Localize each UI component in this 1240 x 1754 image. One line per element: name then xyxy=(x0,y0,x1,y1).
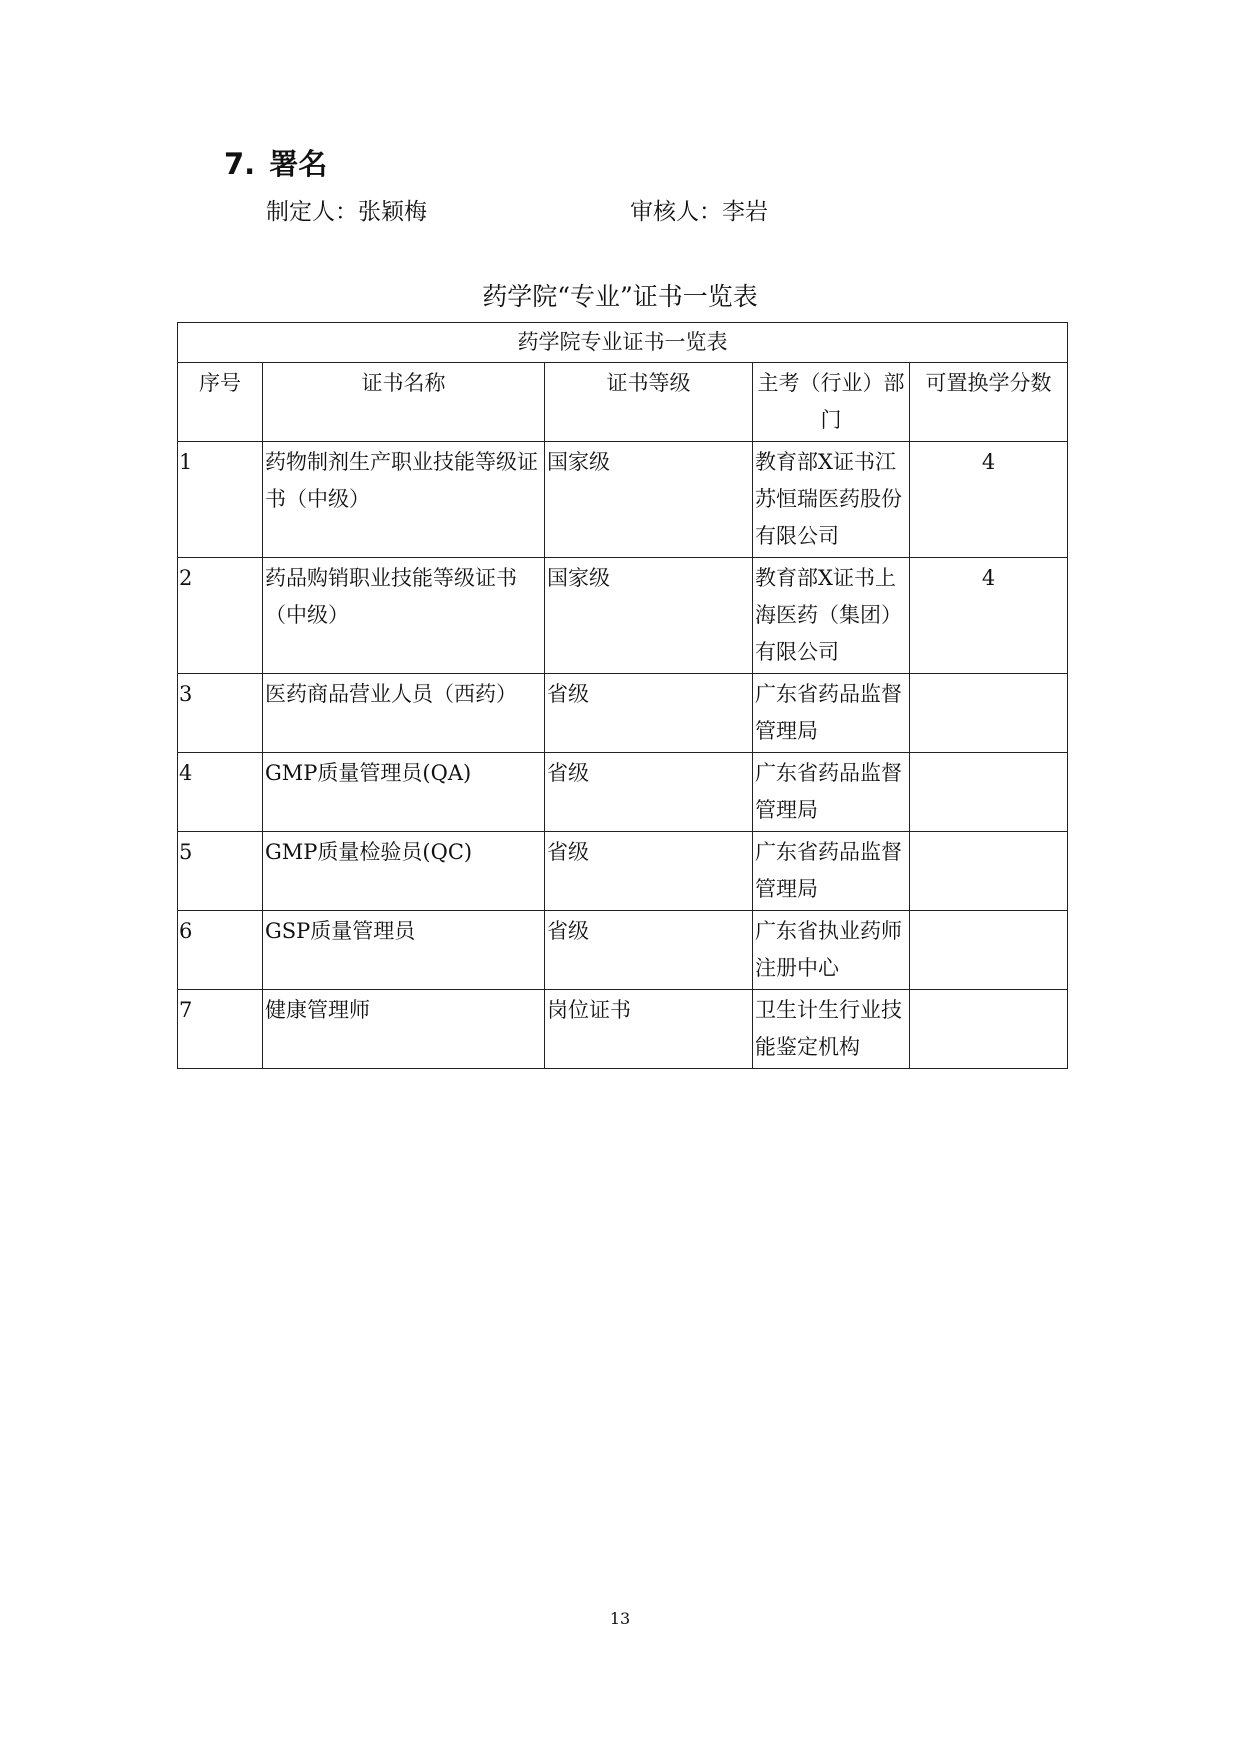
row-number: 3 xyxy=(178,674,263,753)
cert-credits: 4 xyxy=(910,442,1068,558)
cert-department: 教育部X证书江苏恒瑞医药股份有限公司 xyxy=(753,442,910,558)
section-title: 署名 xyxy=(269,147,328,181)
cert-name: GSP质量管理员 xyxy=(263,911,545,990)
cert-name: 药物制剂生产职业技能等级证书（中级） xyxy=(263,442,545,558)
cert-credits xyxy=(910,832,1068,911)
certificate-table xyxy=(177,322,1068,1069)
cert-level: 岗位证书 xyxy=(545,990,753,1069)
section-heading xyxy=(224,144,327,184)
table-row xyxy=(178,558,1068,674)
cert-level: 国家级 xyxy=(545,442,753,558)
page-number: 13 xyxy=(609,1609,631,1628)
cert-name: 药品购销职业技能等级证书（中级） xyxy=(263,558,545,674)
cert-level: 省级 xyxy=(545,753,753,832)
table-row xyxy=(178,674,1068,753)
table-row xyxy=(178,911,1068,990)
section-number: 7. xyxy=(224,147,256,181)
cert-credits xyxy=(910,911,1068,990)
reviewer-signature: 审核人：李岩 xyxy=(630,199,768,225)
table-row xyxy=(178,442,1068,558)
table-header-row xyxy=(178,363,1068,442)
cert-level: 省级 xyxy=(545,911,753,990)
document-title: 药学院“专业”证书一览表 xyxy=(482,282,758,311)
cert-department: 广东省执业药师注册中心 xyxy=(753,911,910,990)
table-row xyxy=(178,832,1068,911)
header-credits: 可置换学分数 xyxy=(910,363,1068,442)
cert-credits xyxy=(910,990,1068,1069)
header-department: 主考（行业）部门 xyxy=(753,363,910,442)
row-number: 1 xyxy=(178,442,263,558)
cert-credits: 4 xyxy=(910,558,1068,674)
header-cert-level: 证书等级 xyxy=(545,363,753,442)
table-row xyxy=(178,990,1068,1069)
row-number: 7 xyxy=(178,990,263,1069)
row-number: 5 xyxy=(178,832,263,911)
table-row xyxy=(178,753,1068,832)
cert-name: 医药商品营业人员（西药） xyxy=(263,674,545,753)
cert-department: 教育部X证书上海医药（集团）有限公司 xyxy=(753,558,910,674)
row-number: 2 xyxy=(178,558,263,674)
cert-level: 国家级 xyxy=(545,558,753,674)
cert-level: 省级 xyxy=(545,832,753,911)
header-number: 序号 xyxy=(178,363,263,442)
cert-department: 广东省药品监督管理局 xyxy=(753,674,910,753)
row-number: 6 xyxy=(178,911,263,990)
cert-name: 健康管理师 xyxy=(263,990,545,1069)
row-number: 4 xyxy=(178,753,263,832)
cert-department: 卫生计生行业技能鉴定机构 xyxy=(753,990,910,1069)
cert-department: 广东省药品监督管理局 xyxy=(753,832,910,911)
cert-credits xyxy=(910,674,1068,753)
table-caption: 药学院专业证书一览表 xyxy=(178,323,1068,363)
cert-name: GMP质量检验员(QC) xyxy=(263,832,545,911)
header-cert-name: 证书名称 xyxy=(263,363,545,442)
table-caption-row xyxy=(178,323,1068,363)
cert-level: 省级 xyxy=(545,674,753,753)
cert-name: GMP质量管理员(QA) xyxy=(263,753,545,832)
cert-department: 广东省药品监督管理局 xyxy=(753,753,910,832)
drafter-signature: 制定人：张颖梅 xyxy=(266,199,427,225)
cert-credits xyxy=(910,753,1068,832)
